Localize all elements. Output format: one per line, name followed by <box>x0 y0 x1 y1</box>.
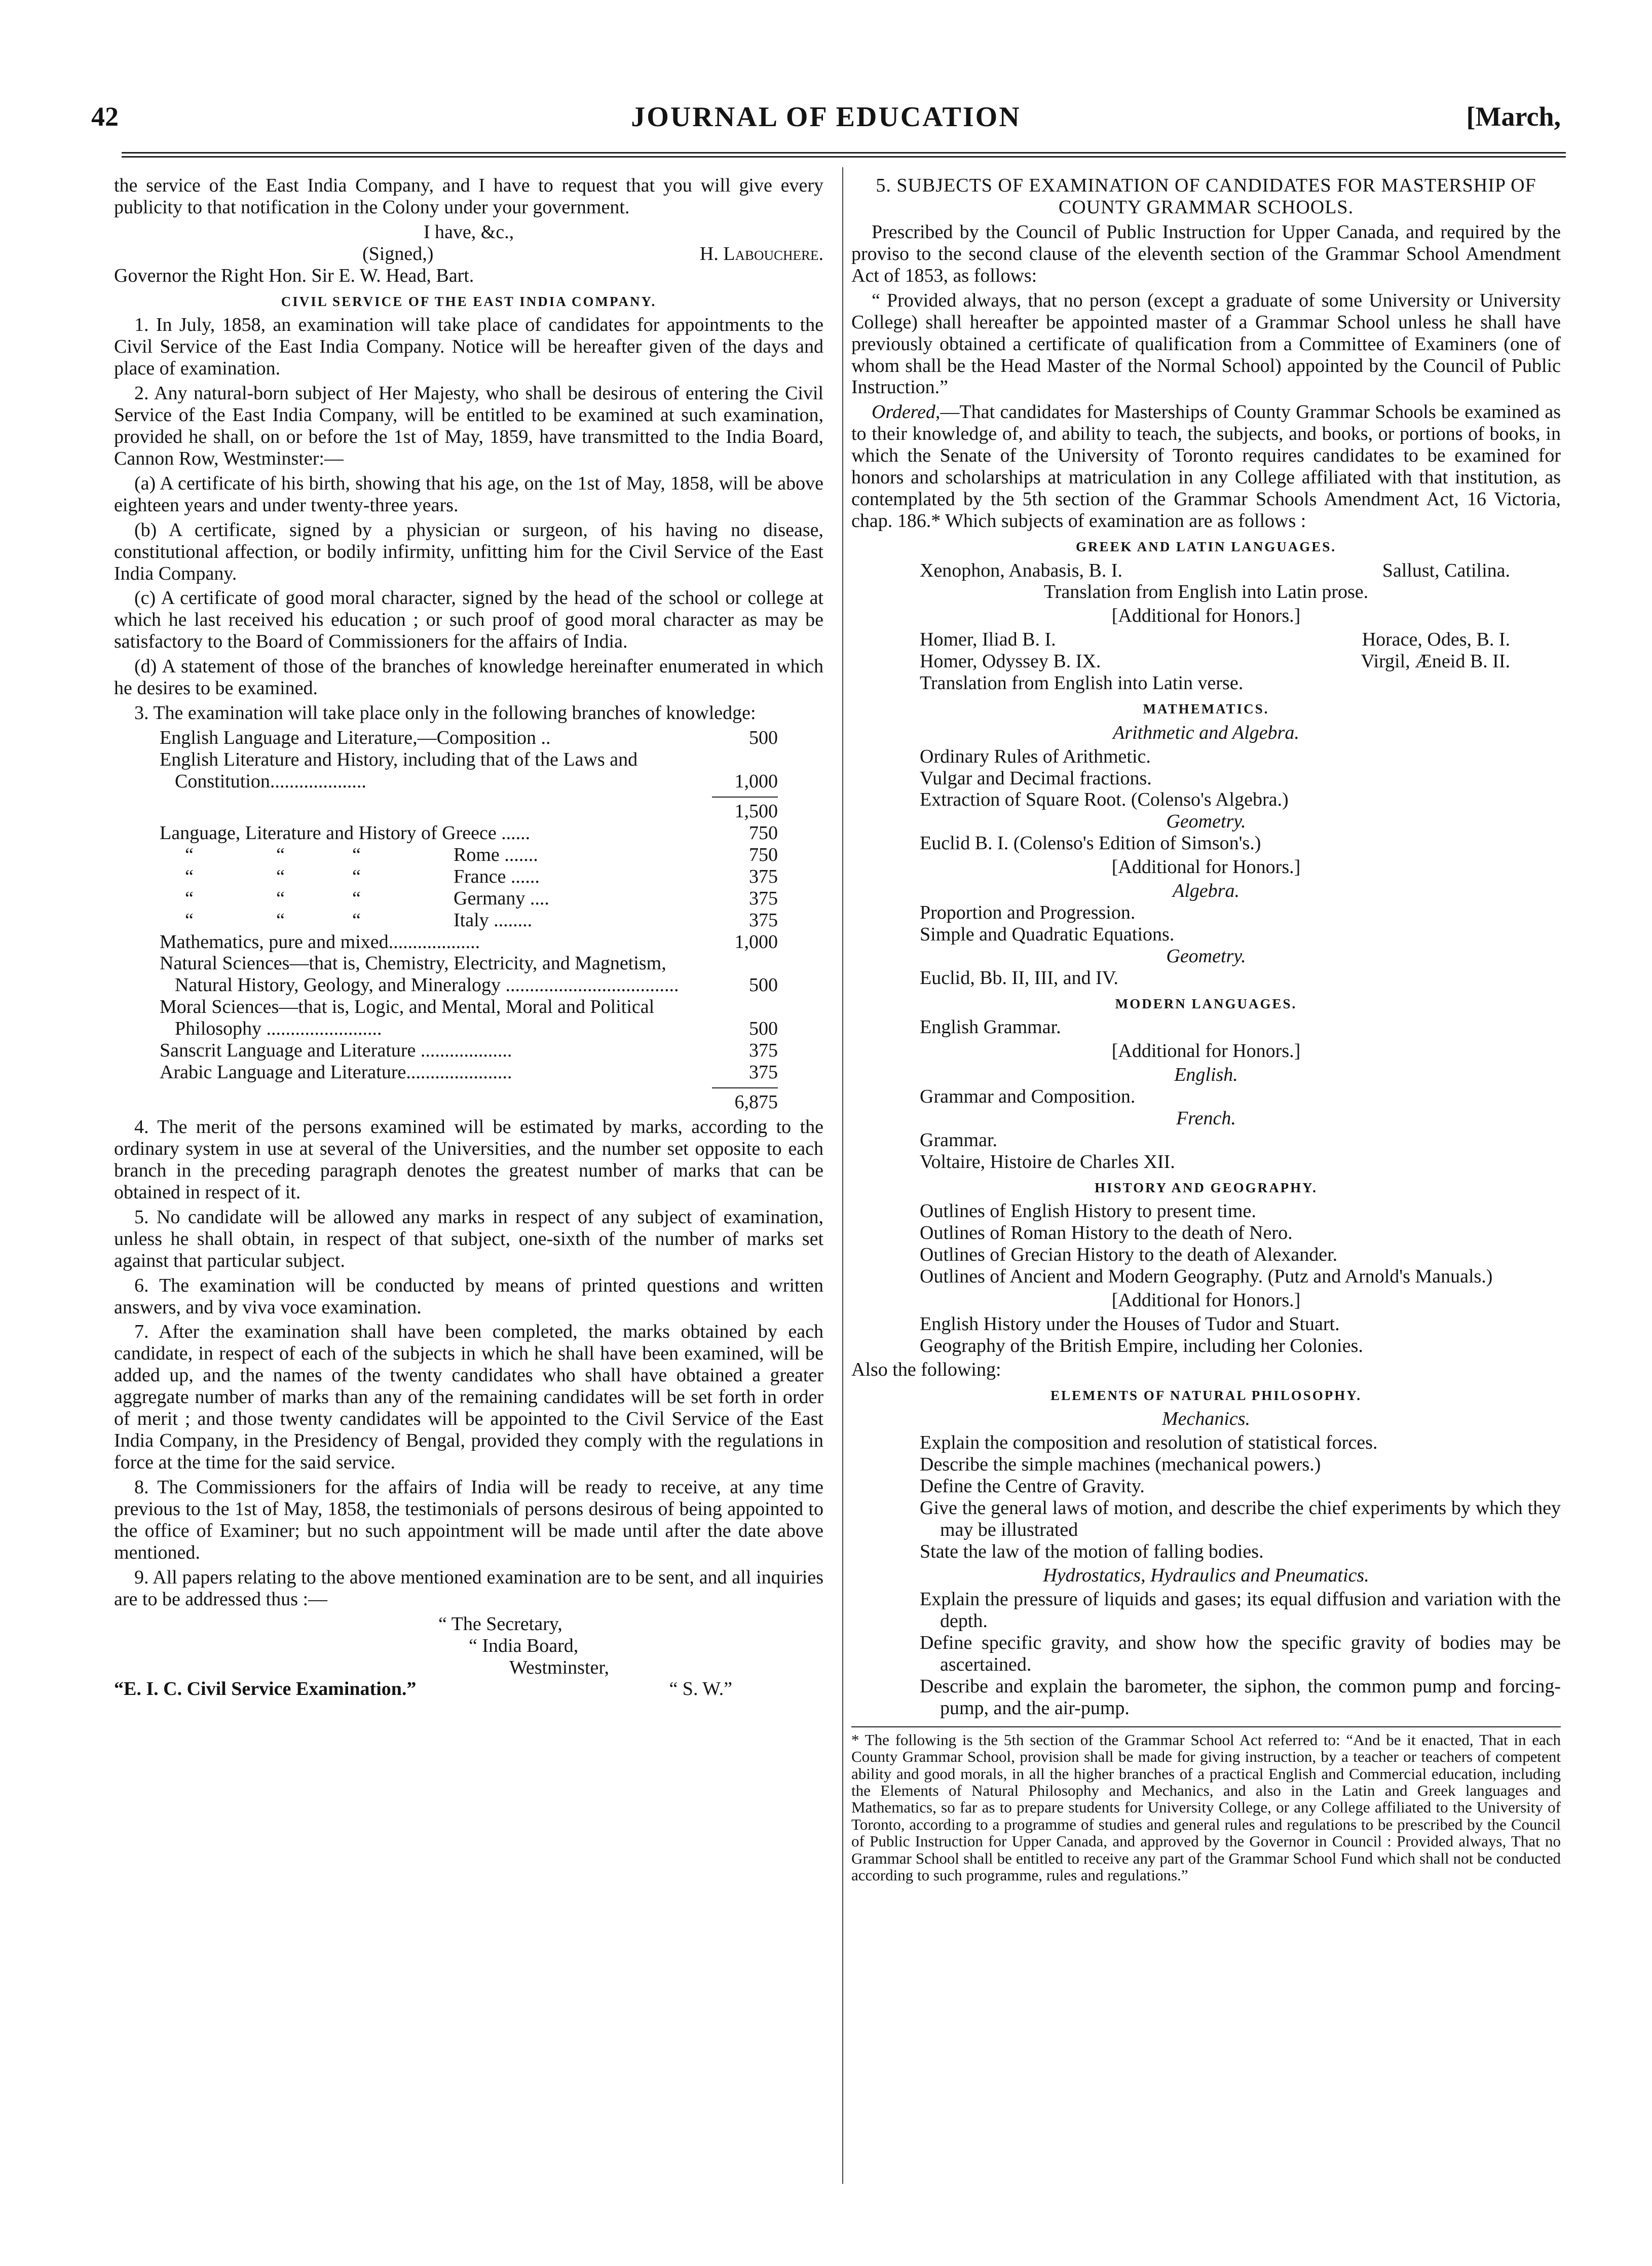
paragraph-4: 4. The merit of the persons examined will be estimated by marks, according to the ordinary system in use at several of the Universities, and the number set opposite to each branch in the preceding paragraph denotes the greatest number of marks that can be obtained in respect of it. <box>114 1116 823 1203</box>
address-left: “E. I. C. Civil Service Examination.” <box>114 1678 417 1700</box>
ditto-mark: “ <box>352 909 361 931</box>
ordered-text: —That candidates for Masterships of County Grammar Schools be examined as to their knowledge of, and ability to teach, the subjects, and books, or portions of books, in which the Senate of the University of Toronto requires candidates to be examined for honors and scholarships at matriculation in any College affiliated with that institution, as contemplated by the 5th section of the Grammar Schools Amendment Act, 16 Victoria, chap. 186.* Which subjects of examination are as follows : <box>851 401 1561 532</box>
table-row <box>160 953 778 996</box>
ditto-mark: “ <box>276 844 285 865</box>
table-row <box>160 931 778 953</box>
subheading-mechanics: Mechanics. <box>1161 1408 1251 1430</box>
table-country: Rome ....... <box>454 844 538 865</box>
left-column <box>114 175 823 1700</box>
ditto-mark: “ <box>185 887 194 909</box>
paragraph-5: 5. No candidate will be allowed any marks in respect of any subject of examination, unless he shall obtain, in respect of that subject, one-sixth of the number of marks set against that particular subject. <box>114 1206 823 1271</box>
paragraph-8: 8. The Commissioners for the affairs of India will be ready to receive, at any time previous to the 1st of May, 1858, the testimonials of persons desirous of being appointed to the office of Examiner; but no such appointment will be made until after the date above mentioned. <box>114 1477 823 1563</box>
paragraph-2: 2. Any natural-born subject of Her Majesty, who shall be desirous of entering the Civil Service of the East India Company, will be entitled to be examined at such examination, provided he shall, on or before the 1st of May, 1859, have transmitted to the India Board, Cannon Row, Westminster:— <box>114 383 823 469</box>
table-value: 375 <box>749 865 778 887</box>
signature-line <box>114 243 823 265</box>
subject-item: Xenophon, Anabasis, B. I. <box>920 559 1123 581</box>
subject-item: Give the general laws of motion, and describe the chief experiments by which they may be illustrated <box>920 1497 1561 1541</box>
additional-honors: [Additional for Honors.] <box>1111 1040 1301 1062</box>
table-label: Arabic Language and Literature...................... <box>160 1062 512 1083</box>
subject-item: Vulgar and Decimal fractions. <box>920 767 1152 789</box>
heading-greek-latin: GREEK AND LATIN LANGUAGES. <box>1075 539 1337 554</box>
additional-honors: [Additional for Honors.] <box>1111 605 1301 627</box>
marks-table <box>160 727 778 1113</box>
header-rule <box>122 152 1566 154</box>
address-footer <box>114 1678 823 1700</box>
subject-item: Describe the simple machines (mechanical powers.) <box>920 1454 1321 1476</box>
paragraph-3: 3. The examination will take place only in the following branches of knowledge: <box>134 702 756 724</box>
sig-name: H. Labouchere. <box>699 243 823 265</box>
subject-item: Horace, Odes, B. I. <box>1362 629 1510 651</box>
ditto-mark: “ <box>185 865 194 887</box>
address-line: “ The Secretary, <box>438 1613 562 1635</box>
table-row <box>160 844 778 866</box>
subheading-hydrostatics: Hydrostatics, Hydraulics and Pneumatics. <box>1043 1565 1369 1586</box>
page-number: 42 <box>91 101 119 132</box>
table-label: English Language and Literature,—Composition .. <box>160 727 551 749</box>
journal-title: JOURNAL OF EDUCATION <box>631 101 1021 133</box>
table-value: 500 <box>749 974 778 996</box>
subject-item: Simple and Quadratic Equations. <box>920 924 1175 946</box>
paragraph-c: (c) A certificate of good moral character, signed by the head of the school or college at which he last received his education ; or such proof of good moral character as may be satisfactory to the Board of Commissioners for the affairs of India. <box>114 587 823 653</box>
table-row <box>160 866 778 888</box>
subject-item: Grammar and Composition. <box>920 1086 1136 1108</box>
ditto-mark: “ <box>352 865 361 887</box>
paragraph-7: 7. After the examination shall have been completed, the marks obtained by each candidate, in respect of each of the subjects in which he shall have been examined, will be added up, and the names of the twenty candidates who shall have obtained a greater aggregate number of marks than any of the remaining candidates will be set forth in order of merit ; and those twenty candidates will be appointed to the Civil Service of the East India Company, in the Presidency of Bengal, provided they comply with the regulations in force at the time for the said service. <box>114 1321 823 1474</box>
subject-item: Euclid B. I. (Colenso's Edition of Simson's.) <box>920 833 1261 854</box>
subheading-arithmetic-algebra: Arithmetic and Algebra. <box>1113 722 1299 743</box>
table-row <box>160 1062 778 1083</box>
ditto-mark: “ <box>276 909 285 931</box>
prescribed-paragraph: Prescribed by the Council of Public Instruction for Upper Canada, and required by the proviso to the second clause of the eleventh section of the Grammar School Amendment Act of 1853, as follows: <box>851 221 1561 286</box>
subject-item: Sallust, Catilina. <box>1382 559 1510 581</box>
subheading-geometry: Geometry. <box>1166 946 1246 967</box>
page-header <box>91 101 1561 142</box>
table-row <box>160 910 778 931</box>
table-value: 500 <box>749 1018 778 1040</box>
subheading-algebra: Algebra. <box>1173 880 1240 902</box>
subject-row <box>851 560 1561 582</box>
section-heading-subjects: 5. SUBJECTS OF EXAMINATION OF CANDIDATES FOR MASTERSHIP OF COUNTY GRAMMAR SCHOOLS. <box>876 175 1536 218</box>
table-label: English Literature and History, including that of the Laws and Constitution.................... <box>160 749 638 792</box>
table-value: 500 <box>749 727 778 749</box>
table-country: Germany .... <box>454 887 549 909</box>
table-grand-total: 6,875 <box>712 1087 778 1113</box>
table-label: Natural Sciences—that is, Chemistry, Electricity, and Magnetism, Natural History, Geology, and Mineralogy .................................... <box>160 953 679 996</box>
subheading-french: French. <box>1176 1108 1236 1129</box>
paragraph-b: (b) A certificate, signed by a physician or surgeon, of his having no disease, constitutional affection, or bodily infirmity, unfitting him for the Civil Service of the East India Company. <box>114 519 823 584</box>
table-row <box>160 822 778 844</box>
ditto-mark: “ <box>352 887 361 909</box>
subject-item: Geography of the British Empire, including her Colonies. <box>920 1335 1363 1357</box>
table-subtotal: 1,500 <box>712 797 778 822</box>
subject-item: English History under the Houses of Tudor and Stuart. <box>920 1313 1340 1335</box>
subject-row <box>851 651 1561 672</box>
subject-item: Outlines of Roman History to the death of Nero. <box>920 1222 1293 1244</box>
subject-item: Ordinary Rules of Arithmetic. <box>920 745 1151 767</box>
table-row <box>160 888 778 910</box>
governor-line: Governor the Right Hon. Sir E. W. Head, Bart. <box>114 265 474 286</box>
subject-item: Homer, Iliad B. I. <box>920 629 1056 651</box>
footnote: * The following is the 5th section of the Grammar School Act referred to: “And be it enacted, That in each County Grammar School, provision shall be made for giving instruction, by a teacher or teachers of competent ability and good morals, in all the higher branches of a practical English and Commercial education, including the Elements of Natural Philosophy and Mechanics, and also in the Latin and Greek languages and Mathematics, so far as to prepare students for University College, or any College affiliated to the University of Toronto, according to a programme of studies and general rules and regulations to be prescribed by the Council of Public Instruction for Upper Canada, and approved by the Governor in Council : Provided always, That no Grammar School shall be entitled to receive any part of the Grammar School Fund which shall not be conducted according to such programme, rules and regulations.” <box>851 1726 1561 1884</box>
subject-item: Translation from English into Latin prose. <box>1043 581 1369 603</box>
heading-history-geography: HISTORY AND GEOGRAPHY. <box>1095 1180 1318 1195</box>
address-line: Westminster, <box>509 1656 609 1678</box>
subject-item: Define the Centre of Gravity. <box>920 1476 1145 1497</box>
address-line: “ India Board, <box>469 1635 579 1656</box>
subject-item: Explain the pressure of liquids and gases; its equal diffusion and variation with the depth. <box>920 1588 1561 1632</box>
issue-month: [March, <box>1466 101 1561 132</box>
table-label: Moral Sciences—that is, Logic, and Mental, Moral and Political Philosophy ........................ <box>160 996 655 1040</box>
subject-item: Voltaire, Histoire de Charles XII. <box>920 1151 1175 1173</box>
subject-item: Extraction of Square Root. (Colenso's Algebra.) <box>920 789 1289 811</box>
subject-item: Outlines of English History to present time. <box>920 1200 1256 1222</box>
subject-item: Euclid, Bb. II, III, and IV. <box>920 967 1118 989</box>
subject-item: English Grammar. <box>920 1016 1061 1038</box>
column-divider <box>842 167 843 2184</box>
table-value: 1,000 <box>734 770 778 792</box>
heading-natural-philosophy: ELEMENTS OF NATURAL PHILOSOPHY. <box>1050 1387 1362 1403</box>
subject-item: State the law of the motion of falling bodies. <box>920 1541 1264 1563</box>
subject-item: Proportion and Progression. <box>920 902 1136 924</box>
right-column <box>851 175 1561 1884</box>
heading-modern-languages: MODERN LANGUAGES. <box>1115 996 1297 1011</box>
subject-item: Outlines of Grecian History to the death of Alexander. <box>920 1244 1338 1266</box>
subject-item: Outlines of Ancient and Modern Geography. (Putz and Arnold's Manuals.) <box>920 1266 1493 1288</box>
table-value: 750 <box>749 822 778 844</box>
table-country: Italy ........ <box>454 909 533 931</box>
table-value: 750 <box>749 844 778 865</box>
table-value: 375 <box>749 909 778 931</box>
paragraph-9: 9. All papers relating to the above mentioned examination are to be sent, and all inquiries are to be addressed thus :— <box>114 1566 823 1610</box>
table-row <box>160 1040 778 1062</box>
sig-have: I have, &c., <box>423 221 514 243</box>
subject-item: Explain the composition and resolution of statistical forces. <box>920 1432 1378 1454</box>
intro-paragraph: the service of the East India Company, and I have to request that you will give every publicity to that notification in the Colony under your government. <box>114 175 823 218</box>
subject-item: Grammar. <box>920 1129 998 1151</box>
address-right: “ S. W.” <box>669 1678 732 1700</box>
table-value: 375 <box>749 887 778 909</box>
table-row <box>160 996 778 1040</box>
table-value: 375 <box>749 1062 778 1083</box>
table-label: Mathematics, pure and mixed................... <box>160 931 480 953</box>
paragraph-d: (d) A statement of those of the branches of knowledge hereinafter enumerated in which he desires to be examined. <box>114 656 823 699</box>
table-value: 1,000 <box>734 931 778 953</box>
table-label: Sanscrit Language and Literature ................... <box>160 1040 512 1062</box>
table-label: Language, Literature and History of Greece ...... <box>160 822 531 844</box>
header-rule-double <box>122 156 1566 158</box>
table-country: France ...... <box>454 865 540 887</box>
sig-signed: (Signed,) <box>362 243 434 265</box>
paragraph-1: 1. In July, 1858, an examination will take place of candidates for appointments to the Civil Service of the East India Company. Notice will be hereafter given of the days and place of examination. <box>114 314 823 380</box>
ordered-paragraph <box>851 401 1561 532</box>
ditto-mark: “ <box>352 844 361 865</box>
subject-item: Define specific gravity, and show how the specific gravity of bodies may be ascertained. <box>920 1632 1561 1675</box>
subheading-geometry: Geometry. <box>1166 811 1246 833</box>
subject-item: Translation from English into Latin verse. <box>920 672 1244 694</box>
table-row <box>160 749 778 792</box>
ditto-mark: “ <box>276 865 285 887</box>
subheading-english: English. <box>1174 1064 1238 1086</box>
also-following: Also the following: <box>851 1359 1001 1380</box>
section-heading-civil-service: CIVIL SERVICE OF THE EAST INDIA COMPANY. <box>281 293 657 309</box>
paragraph-6: 6. The examination will be conducted by means of printed questions and written answers, and by viva voce examination. <box>114 1274 823 1318</box>
heading-mathematics: MATHEMATICS. <box>1143 701 1269 717</box>
subject-item: Virgil, Æneid B. II. <box>1361 651 1510 672</box>
subject-item: Homer, Odyssey B. IX. <box>920 651 1101 672</box>
ditto-mark: “ <box>185 844 194 865</box>
subject-row <box>851 629 1561 651</box>
ordered-word: Ordered, <box>872 401 941 423</box>
ditto-mark: “ <box>276 887 285 909</box>
table-row <box>160 727 778 749</box>
subject-item: Describe and explain the barometer, the siphon, the common pump and forcing-pump, and the air-pump. <box>920 1675 1561 1719</box>
paragraph-a: (a) A certificate of his birth, showing that his age, on the 1st of May, 1858, will be above eighteen years and under twenty-three years. <box>114 472 823 516</box>
ditto-mark: “ <box>185 909 194 931</box>
additional-honors: [Additional for Honors.] <box>1111 1290 1301 1311</box>
table-value: 375 <box>749 1040 778 1062</box>
additional-honors: [Additional for Honors.] <box>1111 856 1301 878</box>
proviso-quote: “ Provided always, that no person (except a graduate of some University or University College) shall hereafter be appointed master of a Grammar School unless he shall have previously obtained a certificate of qualification from a Committee of Examiners (one of whom shall be the Head Master of the Normal School) appointed by the Council of Public Instruction.” <box>851 289 1561 398</box>
